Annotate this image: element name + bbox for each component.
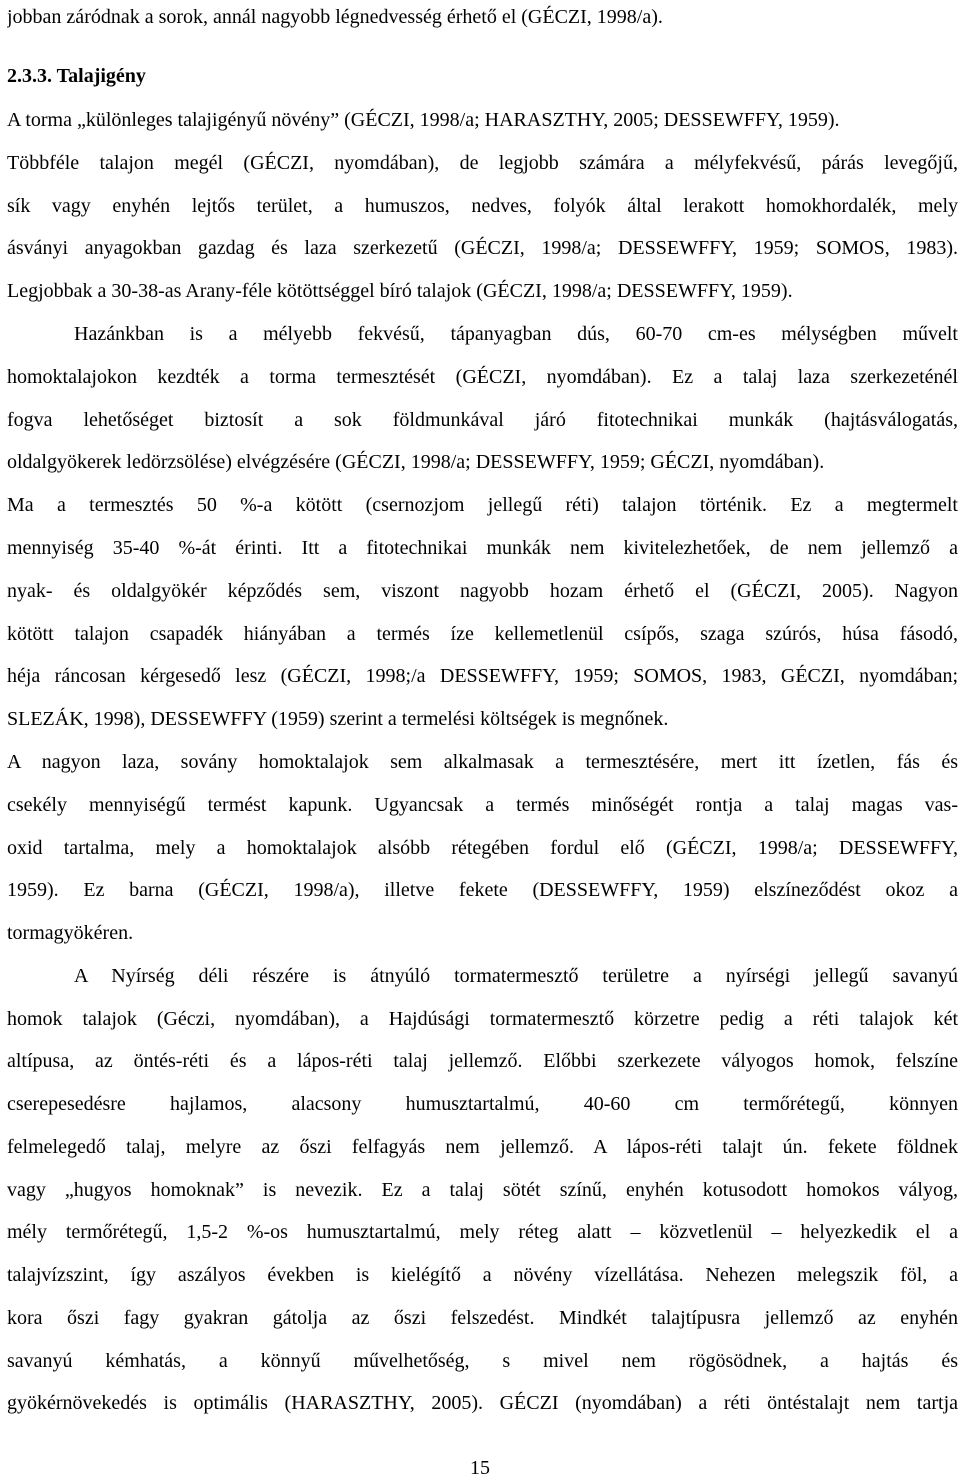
text-line: Hazánkban is a mélyebb fekvésű, tápanyagban dús, 60-70 cm-es mélységben művelt bbox=[74, 323, 958, 345]
text-line: gyökérnövekedés is optimális (HARASZTHY, 2005). GÉCZI (nyomdában) a réti öntéstalajt nem tartja bbox=[7, 1392, 958, 1414]
text-line: A nagyon laza, sovány homoktalajok sem alkalmasak a termesztésére, mert itt ízetlen, fás és bbox=[7, 751, 958, 773]
text-line: A Nyírség déli részére is átnyúló tormatermesztő területre a nyírségi jellegű savanyú bbox=[74, 965, 958, 987]
text-line: Ma a termesztés 50 %-a kötött (csernozjom jellegű réti) talajon történik. Ez a megtermelt bbox=[7, 494, 958, 516]
text-line: mennyiség 35-40 %-át érinti. Itt a fitotechnikai munkák nem kivitelezhetőek, de nem jellemző a bbox=[7, 537, 958, 559]
text-line: Többféle talajon megél (GÉCZI, nyomdában), de legjobb számára a mélyfekvésű, párás levegőjű, bbox=[7, 152, 958, 174]
text-line: oldalgyökerek ledörzsölése) elvégzésére (GÉCZI, 1998/a; DESSEWFFY, 1959; GÉCZI, nyomdában). bbox=[7, 451, 825, 473]
text-line: fogva lehetőséget biztosít a sok földmunkával járó fitotechnikai munkák (hajtásválogatás, bbox=[7, 409, 958, 431]
text-line: jobban záródnak a sorok, annál nagyobb légnedvesség érhető el (GÉCZI, 1998/a). bbox=[7, 6, 663, 28]
text-line: sík vagy enyhén lejtős terület, a humuszos, nedves, folyók által lerakott homokhordalék, mely bbox=[7, 195, 958, 217]
text-line: tormagyökéren. bbox=[7, 922, 134, 944]
text-line: kötött talajon csapadék hiányában a termés íze kellemetlenül csípős, szaga szúrós, húsa fásodó, bbox=[7, 623, 958, 645]
text-line: savanyú kémhatás, a könnyű művelhetőség, s mivel nem rögösödnek, a hajtás és bbox=[7, 1350, 958, 1372]
text-line: nyak- és oldalgyökér képződés sem, viszont nagyobb hozam érhető el (GÉCZI, 2005). Nagyon bbox=[7, 580, 958, 602]
page-number: 15 bbox=[470, 1457, 490, 1479]
text-line: ásványi anyagokban gazdag és laza szerkezetű (GÉCZI, 1998/a; DESSEWFFY, 1959; SOMOS, 1983). bbox=[7, 237, 958, 259]
text-line: A torma „különleges talajigényű növény” (GÉCZI, 1998/a; HARASZTHY, 2005; DESSEWFFY, 1959). bbox=[7, 109, 840, 131]
text-line: 1959). Ez barna (GÉCZI, 1998/a), illetve fekete (DESSEWFFY, 1959) elszíneződést okoz a bbox=[7, 879, 958, 901]
text-line: vagy „hugyos homoknak” is nevezik. Ez a talaj sötét színű, enyhén kotusodott homokos vályog, bbox=[7, 1179, 958, 1201]
text-line: oxid tartalma, mely a homoktalajok alsóbb rétegében fordul elő (GÉCZI, 1998/a; DESSEWFFY, bbox=[7, 837, 958, 859]
section-heading: 2.3.3. Talajigény bbox=[7, 65, 146, 87]
text-line: homoktalajokon kezdték a torma termesztését (GÉCZI, nyomdában). Ez a talaj laza szerkezeténél bbox=[7, 366, 958, 388]
text-line: mély termőrétegű, 1,5-2 %-os humusztartalmú, mely réteg alatt – közvetlenül – helyezkedik el a bbox=[7, 1221, 958, 1243]
text-line: cserepesedésre hajlamos, alacsony humusztartalmú, 40-60 cm termőrétegű, könnyen bbox=[7, 1093, 958, 1115]
text-line: héja ráncosan kérgesedő lesz (GÉCZI, 1998;/a DESSEWFFY, 1959; SOMOS, 1983, GÉCZI, nyomdában; bbox=[7, 665, 958, 687]
text-line: felmelegedő talaj, melyre az őszi felfagyás nem jellemző. A lápos-réti talajt ún. fekete földnek bbox=[7, 1136, 958, 1158]
text-line: SLEZÁK, 1998), DESSEWFFY (1959) szerint a termelési költségek is megnőnek. bbox=[7, 708, 669, 730]
text-line: Legjobbak a 30-38-as Arany-féle kötöttséggel bíró talajok (GÉCZI, 1998/a; DESSEWFFY, 1959). bbox=[7, 280, 793, 302]
text-line: kora őszi fagy gyakran gátolja az őszi felszedést. Mindkét talajtípusra jellemző az enyhén bbox=[7, 1307, 958, 1329]
text-line: csekély mennyiségű termést kapunk. Ugyancsak a termés minőségét rontja a talaj magas vas- bbox=[7, 794, 958, 816]
text-line: talajvízszint, így aszályos években is kielégítő a növény vízellátása. Nehezen melegszik föl, a bbox=[7, 1264, 958, 1286]
text-line: homok talajok (Géczi, nyomdában), a Hajdúsági tormatermesztő körzetre pedig a réti talajok két bbox=[7, 1008, 958, 1030]
text-line: altípusa, az öntés-réti és a lápos-réti talaj jellemző. Előbbi szerkezete vályogos homok, felszíne bbox=[7, 1050, 958, 1072]
